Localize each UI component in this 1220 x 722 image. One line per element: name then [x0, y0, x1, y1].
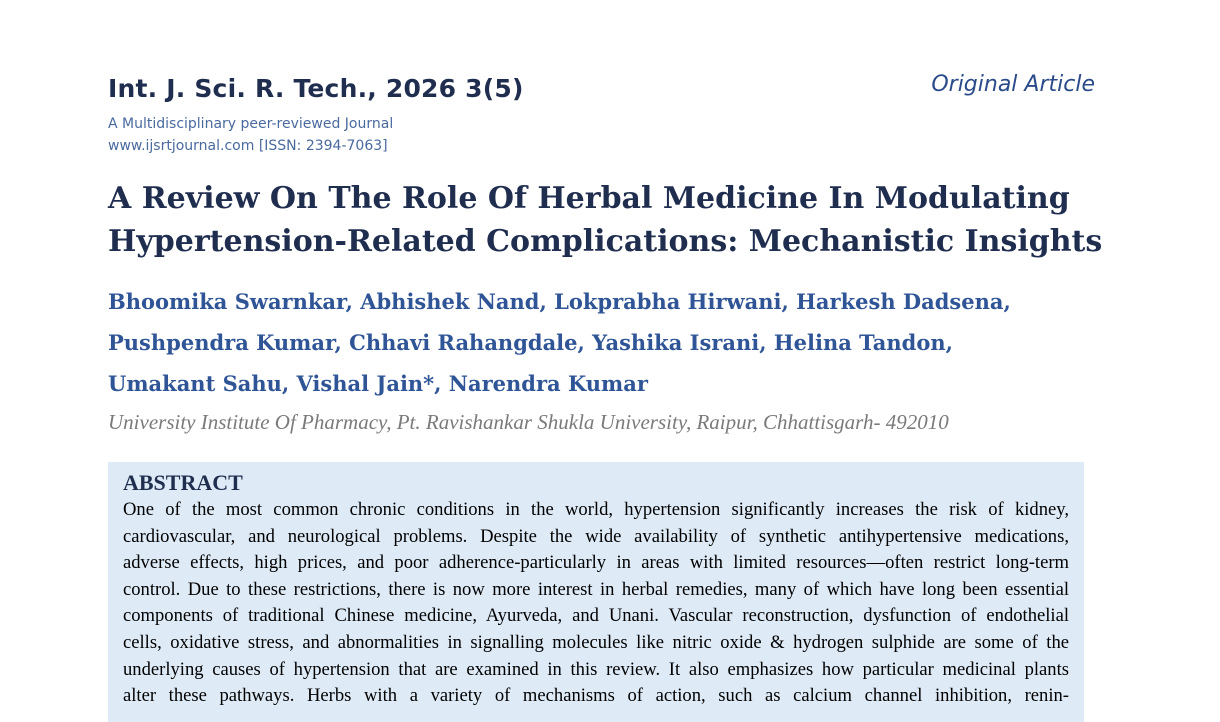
author-line: Umakant Sahu, Vishal Jain*, Narendra Kumar: [108, 371, 648, 396]
abstract-text: [123, 497, 1069, 710]
abstract-line: cardiovascular, and neurological problems. Despite the wide availability of synthetic antihypertensive medications,: [123, 525, 1069, 547]
abstract-line: underlying causes of hypertension that are examined in this review. It also emphasizes how particular medicinal plants: [123, 658, 1069, 680]
abstract-line: components of traditional Chinese medicine, Ayurveda, and Unani. Vascular reconstruction, dysfunction of endothelial: [123, 605, 1069, 627]
author-list: [108, 281, 1108, 404]
journal-website[interactable]: www.ijsrtjournal.com [ISSN: 2394-7063]: [108, 138, 388, 154]
abstract-line: control. Due to these restrictions, there is now more interest in herbal remedies, many of which have long been essential: [123, 578, 1069, 600]
journal-subtitle: A Multidisciplinary peer-reviewed Journal: [108, 116, 394, 132]
abstract-heading: ABSTRACT: [123, 470, 243, 495]
author-line: Pushpendra Kumar, Chhavi Rahangdale, Yashika Israni, Helina Tandon,: [108, 330, 953, 355]
paper-title-line: A Review On The Role Of Herbal Medicine In Modulating: [108, 181, 1070, 216]
journal-info: [108, 113, 393, 157]
paper-title: [108, 177, 1108, 263]
abstract-line: One of the most common chronic conditions in the world, hypertension significantly increases the risk of kidney,: [123, 499, 1069, 520]
abstract-line: alter these pathways. Herbs with a variety of mechanisms of action, such as calcium channel inhibition, renin-: [123, 685, 1069, 707]
abstract-line: cells, oxidative stress, and abnormalities in signalling molecules like nitric oxide & hydrogen sulphide are some of the: [123, 631, 1069, 653]
abstract-line: adverse effects, high prices, and poor adherence-particularly in areas with limited resources—often restrict long-term: [123, 552, 1069, 574]
paper-title-line: Hypertension-Related Complications: Mechanistic Insights: [108, 224, 1103, 259]
article-type-label: Original Article: [931, 72, 1095, 97]
journal-title: Int. J. Sci. R. Tech., 2026 3(5): [108, 74, 524, 103]
affiliation: University Institute Of Pharmacy, Pt. Ravishankar Shukla University, Raipur, Chhattisgarh- 492010: [108, 410, 949, 434]
author-line: Bhoomika Swarnkar, Abhishek Nand, Lokprabha Hirwani, Harkesh Dadsena,: [108, 289, 1011, 314]
abstract-box: [108, 462, 1084, 722]
